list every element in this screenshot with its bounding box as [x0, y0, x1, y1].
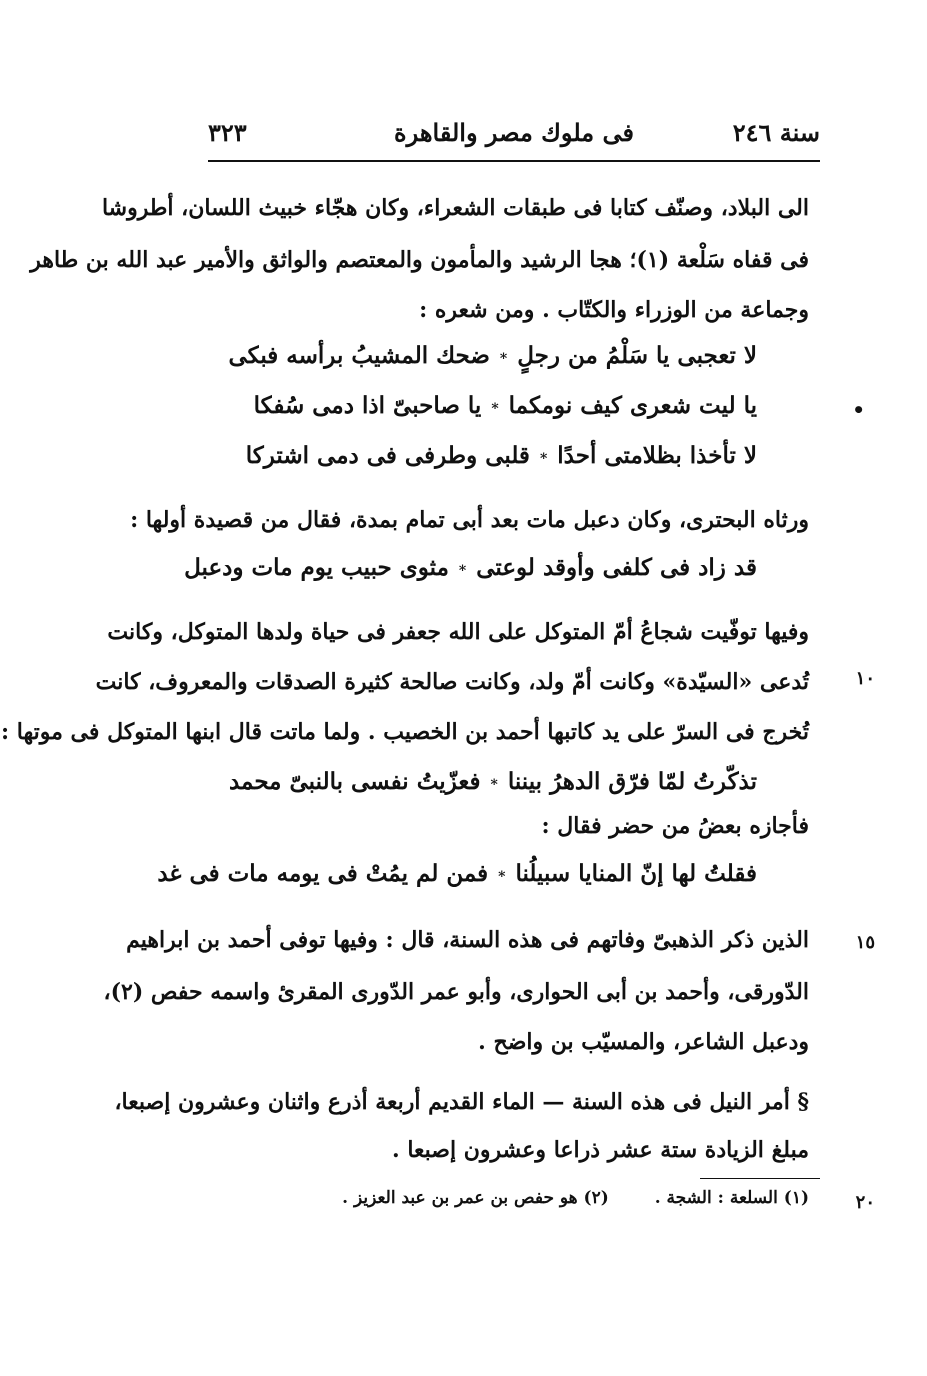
verse-separator: *	[491, 401, 499, 417]
verse-line	[228, 760, 757, 804]
footnotes	[219, 1188, 809, 1208]
footnote-rule	[700, 1178, 820, 1179]
paragraph-line: § أمر النيل فى هذه السنة — الماء القديم أربعة أذرع واثنان وعشرون إصبعا،	[114, 1089, 809, 1115]
margin-line-number: ١٥	[855, 932, 875, 953]
verse-hemistich: لا تأخذا بظلامتى أحدًا	[557, 442, 757, 469]
verse-line	[184, 546, 757, 590]
paragraph-line: الى البلاد، وصنّف كتابا فى طبقات الشعراء، وكان هجّاء خبيث اللسان، أطروشا	[101, 195, 809, 221]
paragraph-line: فى قفاه سَلْعة (١)؛ هجا الرشيد والمأمون والمعتصم والواثق والأمير عبد الله بن طاهر	[30, 247, 809, 273]
verse-separator: *	[458, 563, 467, 579]
verse-separator: *	[490, 777, 498, 793]
paragraph-line: وفيها توفّيت شجاعُ أمّ المتوكل على الله جعفر فى حياة ولدها المتوكل، وكانت	[107, 619, 809, 645]
verse-hemistich: لا تعجبى يا سَلْمُ من رجلٍ	[517, 342, 757, 369]
verse-line	[245, 434, 757, 478]
margin-mark: •	[852, 398, 865, 422]
paragraph-line: الذين ذكر الذهبىّ وفاتهم فى هذه السنة، قال : وفيها توفى أحمد بن ابراهيم	[126, 927, 809, 953]
verse-hemistich: قلبى وطرفى فى دمى اشتركا	[245, 442, 530, 469]
verse-hemistich: تذكّرتُ لمّا فرّق الدهرُ بيننا	[507, 768, 757, 795]
paragraph-line: الدّورقى، وأحمد بن أبى الحوارى، وأبو عمر الدّورى المقرئ واسمه حفص (٢)،	[103, 979, 809, 1005]
paragraph-line: فأجازه بعضُ من حضر فقال :	[541, 813, 809, 839]
verse-separator: *	[499, 351, 508, 367]
running-header	[208, 118, 820, 158]
verse-separator: *	[498, 869, 506, 885]
paragraph-line: ودعبل الشاعر، والمسيّب بن واضح .	[478, 1029, 809, 1055]
margin-line-number: ١٠	[855, 668, 875, 689]
verse-line	[228, 334, 757, 378]
verse-hemistich: فقلتُ لها إنّ المنايا سبيلُنا	[515, 860, 757, 887]
paragraph-line: تُدعى «السيّدة» وكانت أمّ ولد، وكانت صالحة كثيرة الصدقات والمعروف، كانت	[95, 669, 809, 695]
header-rule	[208, 160, 820, 162]
footnote: (٢) هو حفص بن عمر بن عبد العزيز .	[342, 1188, 609, 1208]
header-title: فى ملوك مصر والقاهرة	[394, 118, 634, 147]
margin-line-number: ٢٠	[855, 1192, 875, 1213]
verse-line	[253, 384, 757, 428]
paragraph-line: مبلغ الزيادة ستة عشر ذراعا وعشرون إصبعا .	[392, 1137, 809, 1163]
footnote: (١) السلعة : الشجة .	[654, 1188, 809, 1208]
verse-hemistich: قد زاد فى كلفى وأوقد لوعتى	[476, 554, 757, 581]
verse-hemistich: مثوى حبيب يوم مات ودعبل	[184, 554, 449, 581]
verse-hemistich: فعزّيتُ نفسى بالنبىّ محمد	[228, 768, 481, 795]
page-number: ٣٢٣	[208, 118, 247, 147]
verse-hemistich: يا صاحبىّ اذا دمى سُفكا	[253, 392, 482, 419]
verse-separator: *	[539, 451, 548, 467]
paragraph-line: تُخرج فى السرّ على يد كاتبها أحمد بن الخصيب . ولما ماتت قال ابنها المتوكل فى موتها :	[1, 719, 809, 745]
paragraph-line: وجماعة من الوزراء والكتّاب . ومن شعره :	[419, 297, 809, 323]
header-year: سنة ٢٤٦	[732, 118, 820, 147]
paragraph-line: ورثاه البحترى، وكان دعبل مات بعد أبى تمام بمدة، فقال من قصيدة أولها :	[130, 507, 809, 533]
verse-hemistich: فمن لم يمُتْ فى يومه مات فى غد	[157, 860, 489, 887]
verse-hemistich: يا ليت شعرى كيف نومكما	[508, 392, 757, 419]
verse-hemistich: ضحك المشيبُ برأسه فبكى	[228, 342, 490, 369]
verse-line	[157, 852, 757, 896]
